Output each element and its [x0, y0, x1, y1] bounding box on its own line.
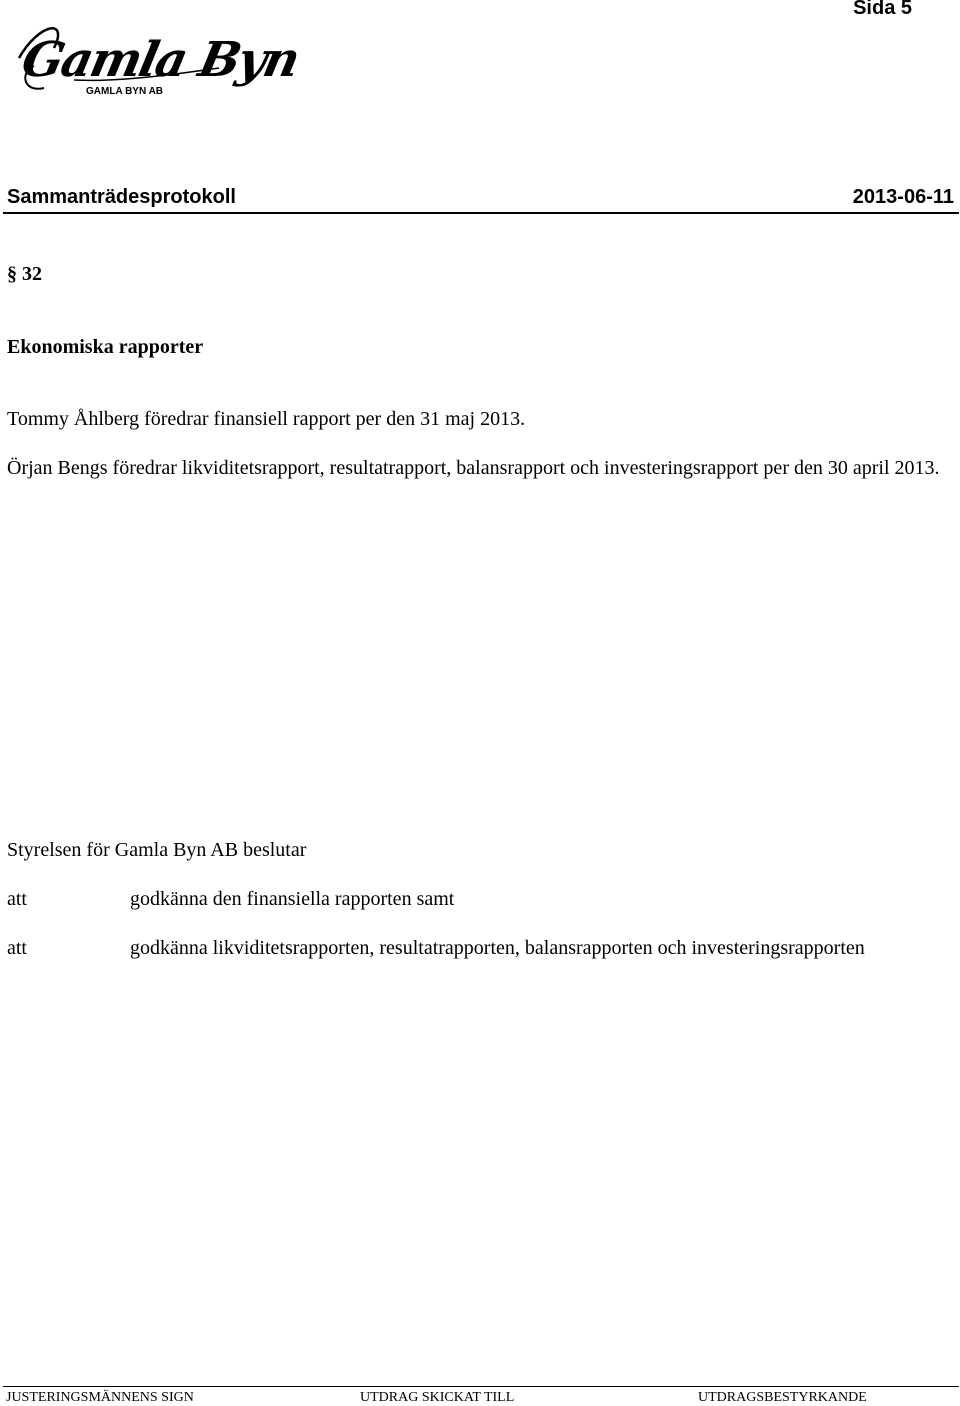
svg-text:Gamla Byn: Gamla Byn [17, 31, 304, 88]
paragraph-symbol: § [7, 263, 17, 285]
footer-label-justering: JUSTERINGSMÄNNENS SIGN [6, 1390, 194, 1405]
body-paragraph-2: Örjan Bengs föredrar likviditetsrapport, resultatrapport, balansrapport och investeringsrapport per den 30 april 2013. [7, 457, 940, 479]
document-title: Sammanträdesprotokoll [7, 186, 236, 208]
company-logo [14, 18, 304, 100]
gamla-byn-logo-graphic [14, 18, 304, 100]
footer-divider [3, 1386, 959, 1387]
decision-intro: Styrelsen för Gamla Byn AB beslutar [7, 839, 307, 861]
decision-label: att [7, 888, 27, 910]
decision-text: godkänna den finansiella rapporten samt [130, 888, 455, 910]
paragraph-heading [7, 263, 42, 286]
page-number: Sida 5 [853, 0, 912, 19]
paragraph-number: 32 [22, 263, 42, 285]
footer-label-utdrag: UTDRAG SKICKAT TILL [360, 1390, 515, 1405]
header-divider [3, 212, 959, 214]
decision-text: godkänna likviditetsrapporten, resultatrapporten, balansrapporten och investeringsrapporten [130, 937, 865, 959]
decision-label: att [7, 937, 27, 959]
svg-text:GAMLA BYN AB: GAMLA BYN AB [86, 86, 164, 97]
section-title: Ekonomiska rapporter [7, 336, 204, 358]
document-date: 2013-06-11 [852, 186, 954, 208]
body-paragraph-1: Tommy Åhlberg föredrar finansiell rapport per den 31 maj 2013. [7, 408, 526, 430]
footer-label-bestyrkande: UTDRAGSBESTYRKANDE [698, 1390, 867, 1405]
